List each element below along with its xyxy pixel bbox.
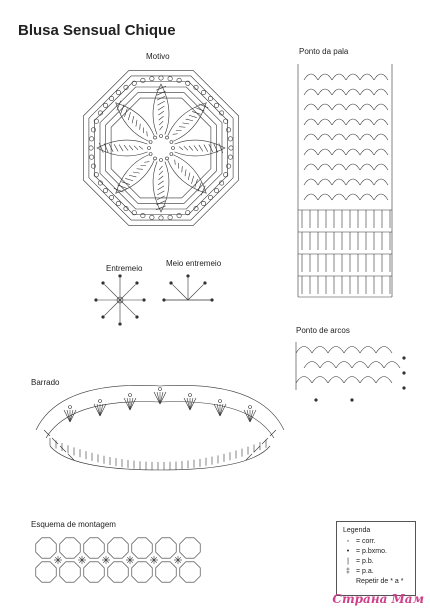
border-label: Barrado [31, 378, 60, 387]
legend-text: Repetir de * a * [356, 578, 404, 585]
legend-title: Legenda [343, 527, 371, 534]
single-crochet-symbol-icon: | [347, 558, 349, 565]
legend-text: = p.a. [356, 568, 374, 575]
legend-box [336, 521, 416, 596]
assembly-scheme-label: Esquema de montagem [31, 520, 116, 529]
chain-symbol-icon: ◦ [346, 538, 350, 545]
insertion-diagram [95, 275, 146, 326]
motif-label: Motivo [146, 52, 170, 61]
border-diagram [36, 385, 284, 470]
legend-text: = p.b. [356, 558, 374, 565]
half-insertion-diagram [163, 275, 214, 302]
legend-text: = p.bxmo. [356, 548, 387, 555]
legend-item [343, 557, 409, 567]
yoke-stitch-label: Ponto da pala [299, 47, 349, 56]
double-crochet-symbol-icon: ‡ [346, 568, 350, 575]
arches-stitch-label: Ponto de arcos [296, 326, 350, 335]
arches-stitch-diagram [296, 342, 405, 401]
half-insertion-label: Meio entremeio [166, 259, 222, 268]
motif-diagram [83, 70, 238, 225]
legend-item [343, 577, 409, 587]
yoke-stitch-diagram [298, 64, 392, 297]
page-title: Blusa Sensual Chique [18, 22, 176, 39]
slip-stitch-symbol-icon: • [346, 548, 350, 555]
insertion-label: Entremeio [106, 264, 143, 273]
legend-item [343, 537, 409, 547]
legend-item [343, 547, 409, 557]
site-watermark: Страна Мам [332, 592, 424, 606]
legend-item [343, 567, 409, 577]
legend-text: = corr. [356, 538, 376, 545]
assembly-scheme-diagram [36, 538, 200, 582]
